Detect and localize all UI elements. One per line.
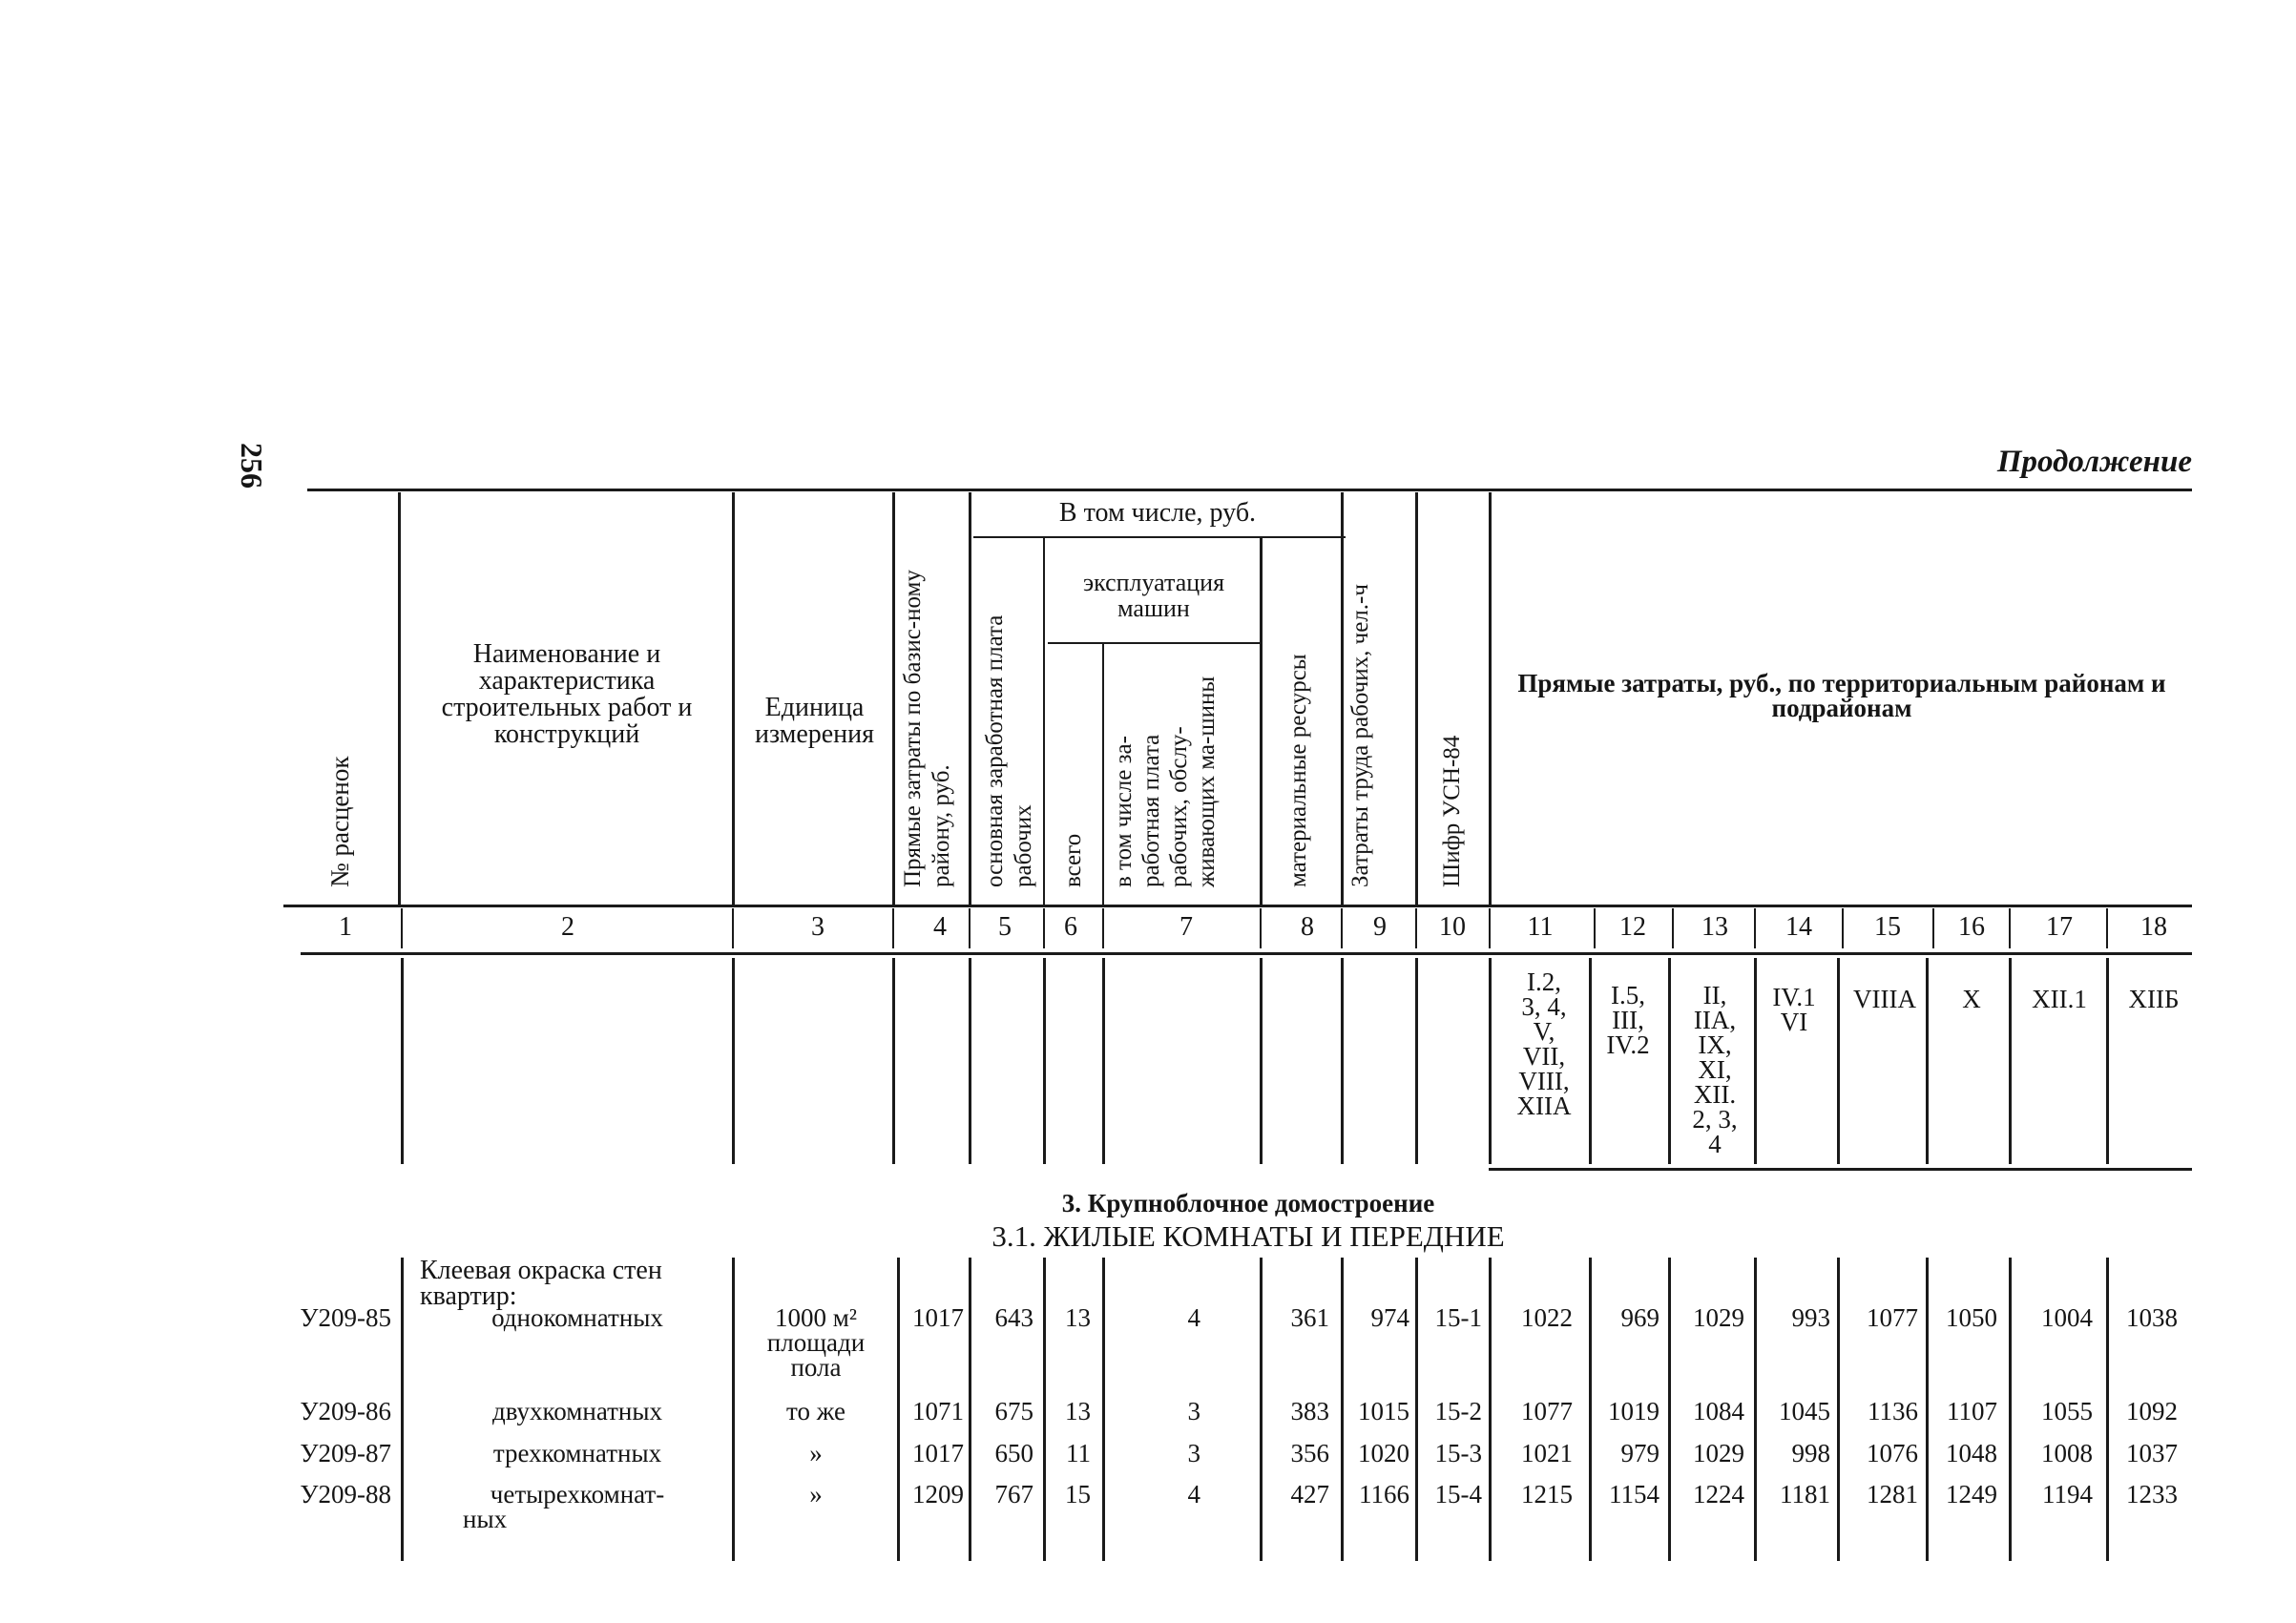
region-label-r17: XII.1 <box>2032 985 2087 1013</box>
table-cell: 1055 <box>2041 1397 2093 1425</box>
region-divider <box>969 958 971 1164</box>
region-divider <box>1415 958 1418 1164</box>
table-cell: 675 <box>994 1397 1033 1425</box>
table-cell: 1019 <box>1608 1397 1659 1425</box>
table-cell: 1215 <box>1521 1480 1573 1509</box>
table-cell: 1017 <box>912 1439 964 1467</box>
region-label-line: VIII, <box>1518 1067 1570 1095</box>
table-cell: 650 <box>994 1439 1033 1467</box>
table-cell: 1015 <box>1358 1397 1409 1425</box>
hdr-vline-5 <box>1043 538 1045 905</box>
table-cell: 1092 <box>2126 1397 2178 1425</box>
region-label-line: II, <box>1702 981 1727 1009</box>
region-label-line: IIA, <box>1693 1006 1737 1034</box>
col8-header: материальные ресурсы <box>1285 654 1311 887</box>
column-number: 1 <box>339 912 352 942</box>
body-divider <box>401 1258 404 1561</box>
column-number: 7 <box>1179 912 1193 942</box>
col1-header: № расценок <box>325 756 354 887</box>
table-cell: 979 <box>1620 1439 1659 1467</box>
column-number-divider <box>1594 908 1596 948</box>
region-label-line: XII. <box>1693 1080 1737 1109</box>
hdr-vline-7 <box>1260 538 1263 905</box>
column-number: 18 <box>2140 912 2167 942</box>
page-number: 256 <box>235 443 269 489</box>
row-name-line: ных <box>463 1505 508 1533</box>
table-cell: 356 <box>1290 1439 1329 1467</box>
column-number-divider <box>1260 908 1262 948</box>
row-name-line: трехкомнатных <box>492 1439 662 1467</box>
table-cell: 427 <box>1290 1480 1329 1509</box>
hdr-vline-8 <box>1341 492 1344 905</box>
table-cell: 13 <box>1065 1303 1091 1332</box>
column-number: 10 <box>1439 912 1466 942</box>
table-cell: 1224 <box>1693 1480 1744 1509</box>
col6-header: всего <box>1060 833 1086 887</box>
column-number: 16 <box>1958 912 1985 942</box>
region-label-line: 4 <box>1708 1130 1722 1158</box>
region-divider <box>1341 958 1344 1164</box>
column-number-divider <box>1754 908 1756 948</box>
row-name <box>425 1305 730 1330</box>
table-cell: 15-4 <box>1434 1480 1482 1509</box>
table-cell: 1020 <box>1358 1439 1409 1467</box>
table-cell: 1004 <box>2041 1303 2093 1332</box>
body-divider <box>1489 1258 1492 1561</box>
table-cell: 1071 <box>912 1397 964 1425</box>
body-divider <box>2106 1258 2109 1561</box>
section-subtitle: 3.1. ЖИЛЫЕ КОМНАТЫ И ПЕРЕДНИЕ <box>991 1219 1505 1253</box>
column-number: 11 <box>1527 912 1554 942</box>
column-number: 5 <box>998 912 1012 942</box>
column-number: 3 <box>811 912 824 942</box>
table-cell: 4 <box>1187 1480 1200 1509</box>
column-number: 9 <box>1373 912 1387 942</box>
column-number: 14 <box>1785 912 1812 942</box>
table-cell: 998 <box>1791 1439 1830 1467</box>
rule-top <box>307 489 2192 491</box>
table-cell: 1045 <box>1779 1397 1830 1425</box>
table-cell: 1084 <box>1693 1397 1744 1425</box>
column-number-divider <box>401 908 403 948</box>
column-number: 6 <box>1064 912 1077 942</box>
region-label-r15: VIIIA <box>1853 985 1916 1013</box>
body-divider <box>2009 1258 2012 1561</box>
rule-numbers-bottom <box>301 952 2192 955</box>
row-name <box>425 1441 730 1466</box>
hdr-vline-3 <box>892 492 895 905</box>
hdr-vline-2 <box>732 492 735 905</box>
hdr-vline-4 <box>969 492 971 905</box>
body-divider <box>1589 1258 1592 1561</box>
table-cell: 1209 <box>912 1480 964 1509</box>
table-cell: 1107 <box>1947 1397 1997 1425</box>
table-cell: 11 <box>1066 1439 1091 1467</box>
table-cell: 1194 <box>2042 1480 2093 1509</box>
col5-header: основная заработная плата рабочих <box>982 614 1036 887</box>
column-number: 17 <box>2046 912 2073 942</box>
row-unit <box>740 1305 892 1380</box>
rule-regions-bottom <box>1489 1168 2192 1171</box>
col4-header: Прямые затраты по базис-ному району, руб. <box>900 570 954 887</box>
body-divider <box>1260 1258 1263 1561</box>
table-cell: 15 <box>1065 1480 1091 1509</box>
row-name <box>425 1482 730 1531</box>
table-cell: 974 <box>1370 1303 1409 1332</box>
hdr-vline-1 <box>398 492 401 905</box>
row-unit-line: 1000 м² <box>775 1303 857 1332</box>
column-number-divider <box>969 908 971 948</box>
table-cell: 1017 <box>912 1303 964 1332</box>
regions-header: Прямые затраты, руб., по территориальным районам и подрайонам <box>1517 669 2166 722</box>
table-cell: 1077 <box>1867 1303 1918 1332</box>
table-cell: 1029 <box>1693 1439 1744 1467</box>
column-number-divider <box>1043 908 1045 948</box>
body-divider <box>1341 1258 1344 1561</box>
table-cell: 1281 <box>1867 1480 1918 1509</box>
body-divider <box>1668 1258 1671 1561</box>
column-number-divider <box>1415 908 1417 948</box>
row-unit <box>740 1482 892 1507</box>
column-number-divider <box>1842 908 1844 948</box>
region-label-line: VI <box>1780 1008 1808 1036</box>
group-label-line: Клеевая окраска стен <box>420 1256 662 1285</box>
row-name-line: четырехкомнат- <box>490 1480 665 1509</box>
table-cell: 1038 <box>2126 1303 2178 1332</box>
row-name-line: однокомнатных <box>491 1303 663 1332</box>
column-number-divider <box>1102 908 1104 948</box>
region-label-line: IX, <box>1698 1030 1732 1059</box>
table-cell: 15-3 <box>1434 1439 1482 1467</box>
table-cell: 1021 <box>1521 1439 1573 1467</box>
table-cell: 1048 <box>1946 1439 1997 1467</box>
table-cell: 3 <box>1187 1397 1200 1425</box>
rule-header-bottom <box>283 905 2192 907</box>
column-number-divider <box>1672 908 1674 948</box>
region-label-r18: XIIБ <box>2128 985 2180 1013</box>
column-number: 2 <box>561 912 574 942</box>
column-number-divider <box>2009 908 2011 948</box>
table-cell: 1154 <box>1609 1480 1659 1509</box>
table-cell: 1008 <box>2041 1439 2093 1467</box>
region-label-line: IV.2 <box>1606 1030 1650 1059</box>
region-label-r16: X <box>1962 985 1981 1013</box>
table-cell: 361 <box>1290 1303 1329 1332</box>
hdr-vline-10 <box>1489 492 1492 905</box>
table-cell: 1233 <box>2126 1480 2178 1509</box>
row-name-line: двухкомнатных <box>491 1397 662 1425</box>
body-divider <box>1926 1258 1929 1561</box>
region-label-line: VII, <box>1522 1042 1566 1071</box>
table-cell: 1076 <box>1867 1439 1918 1467</box>
table-cell: 1166 <box>1359 1480 1409 1509</box>
group-machines-header: эксплуатация машин <box>1082 569 1225 622</box>
table-cell: 1029 <box>1693 1303 1744 1332</box>
region-label-line: 2, 3, <box>1692 1105 1738 1134</box>
col7-header: в том числе за-работная плата рабочих, обслу-живающих ма-шины <box>1111 676 1220 887</box>
row-code: У209-86 <box>300 1397 391 1425</box>
hdr-vline-6 <box>1102 644 1104 905</box>
column-number: 4 <box>933 912 947 942</box>
column-number-divider <box>1932 908 1934 948</box>
column-number: 13 <box>1701 912 1728 942</box>
region-divider <box>1043 958 1046 1164</box>
row-code: У209-88 <box>300 1480 391 1509</box>
body-divider <box>897 1258 900 1561</box>
body-divider <box>1102 1258 1105 1561</box>
region-label-line: I.5, <box>1611 981 1645 1009</box>
column-number: 15 <box>1874 912 1901 942</box>
row-unit-line: » <box>809 1439 823 1467</box>
row-unit-line: пола <box>790 1353 842 1382</box>
table-cell: 993 <box>1791 1303 1830 1332</box>
table-cell: 767 <box>994 1480 1033 1509</box>
col10-header: Шифр УСН-84 <box>1439 735 1465 887</box>
body-divider <box>1837 1258 1840 1561</box>
column-number-divider <box>2106 908 2108 948</box>
body-divider <box>732 1258 735 1561</box>
rule-incl <box>973 536 1346 538</box>
region-divider <box>1102 958 1105 1164</box>
table-cell: 1249 <box>1946 1480 1997 1509</box>
table-cell: 3 <box>1187 1439 1200 1467</box>
group-incl-header: В том числе, руб. <box>1058 498 1257 528</box>
table-cell: 383 <box>1290 1397 1329 1425</box>
body-divider <box>1043 1258 1046 1561</box>
column-number-divider <box>732 908 734 948</box>
column-number-divider <box>1489 908 1491 948</box>
table-cell: 969 <box>1620 1303 1659 1332</box>
group-label <box>420 1258 662 1309</box>
region-divider <box>732 958 735 1164</box>
table-cell: 1050 <box>1946 1303 1997 1332</box>
row-code: У209-85 <box>300 1303 391 1332</box>
table-cell: 15-2 <box>1434 1397 1482 1425</box>
row-unit-line: » <box>809 1480 823 1509</box>
column-number: 12 <box>1619 912 1646 942</box>
region-divider <box>1260 958 1263 1164</box>
row-name <box>425 1399 730 1424</box>
row-unit-line: то же <box>786 1397 845 1425</box>
table-cell: 1136 <box>1868 1397 1918 1425</box>
group-label-line: квартир: <box>420 1281 517 1311</box>
table-cell: 1077 <box>1521 1397 1573 1425</box>
table-cell: 1022 <box>1521 1303 1573 1332</box>
row-unit <box>740 1441 892 1466</box>
section-title: 3. Крупноблочное домостроение <box>1061 1189 1435 1217</box>
region-label-line: III, <box>1612 1006 1644 1034</box>
table-cell: 1037 <box>2126 1439 2178 1467</box>
continuation-label: Продолжение <box>1996 445 2192 479</box>
rule-machines <box>1048 642 1260 644</box>
hdr-vline-9 <box>1415 492 1418 905</box>
column-number: 8 <box>1301 912 1314 942</box>
table-cell: 15-1 <box>1434 1303 1482 1332</box>
table-cell: 1181 <box>1780 1480 1830 1509</box>
body-divider <box>969 1258 971 1561</box>
table-cell: 4 <box>1187 1303 1200 1332</box>
region-divider <box>892 958 895 1164</box>
region-label-line: XIIA <box>1516 1092 1572 1120</box>
col3-header: Единица измерения <box>754 693 875 749</box>
region-label-line: V, <box>1533 1017 1555 1046</box>
region-divider <box>401 958 404 1164</box>
region-label-line: XI, <box>1698 1055 1732 1084</box>
column-number-divider <box>892 908 894 948</box>
table-cell: 13 <box>1065 1397 1091 1425</box>
column-number-divider <box>1341 908 1343 948</box>
row-unit <box>740 1399 892 1424</box>
region-label-line: IV.1 <box>1772 983 1816 1011</box>
region-label-line: 3, 4, <box>1521 992 1567 1021</box>
col2-header: Наименование и характеристика строительных работ и конструкций <box>441 639 693 749</box>
row-code: У209-87 <box>300 1439 391 1467</box>
body-divider <box>1415 1258 1418 1561</box>
region-label-line: I.2, <box>1527 968 1561 996</box>
body-divider <box>1754 1258 1757 1561</box>
table-cell: 643 <box>994 1303 1033 1332</box>
col9-header: Затраты труда рабочих, чел.-ч <box>1347 584 1373 887</box>
row-unit-line: площади <box>766 1328 866 1357</box>
